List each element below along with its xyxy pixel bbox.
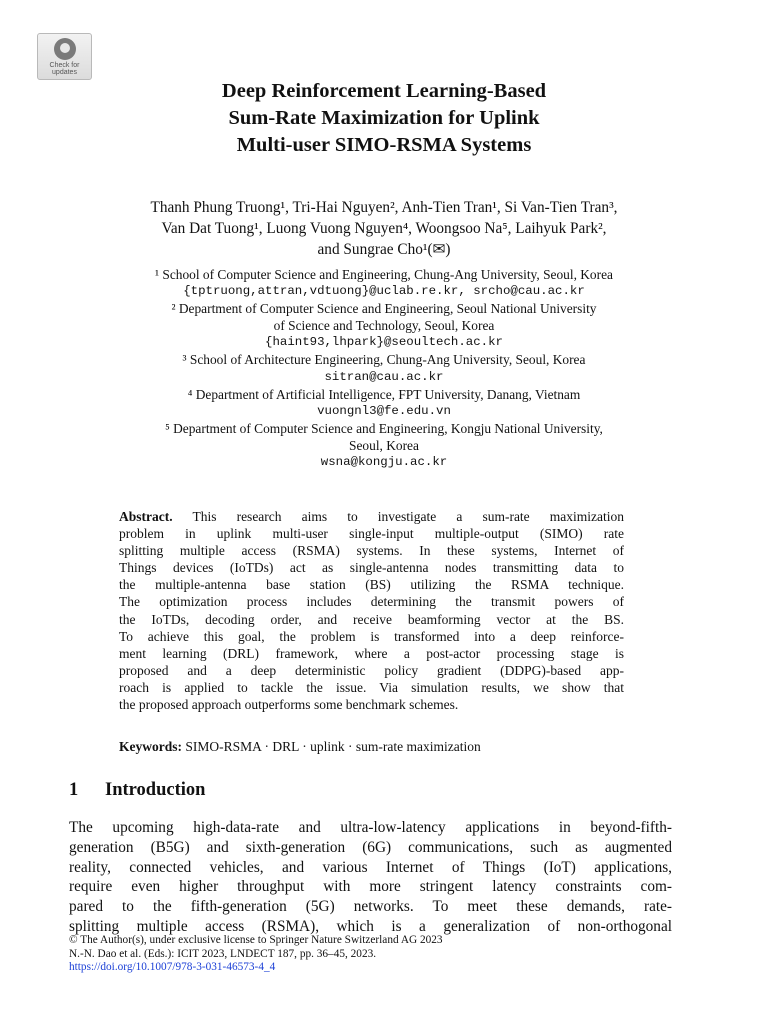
affiliation-2-cont: of Science and Technology, Seoul, Korea <box>273 318 495 334</box>
abstract-line: splitting multiple access (RSMA) systems. In these systems, Internet of <box>119 543 624 559</box>
doi-link[interactable]: https://doi.org/10.1007/978-3-031-46573-4_4 <box>69 961 276 973</box>
author-line: Van Dat Tuong¹, Luong Vuong Nguyen⁴, Woongsoo Na⁵, Laihyuk Park², <box>161 220 607 237</box>
introduction-paragraph <box>69 818 672 937</box>
affiliation-5-email[interactable]: wsna@kongju.ac.kr <box>320 455 448 470</box>
abstract-line: proposed and a deep deterministic policy gradient (DDPG)-based app- <box>119 662 624 678</box>
intro-line: splitting multiple access (RSMA), which is a generalization of non-orthogonal <box>69 917 672 935</box>
title-line: Sum-Rate Maximization for Uplink <box>228 107 540 129</box>
abstract-line: the multiple-antenna base station (BS) utilizing the RSMA technique. <box>119 577 624 593</box>
affiliation-4-email[interactable]: vuongnl3@fe.edu.vn <box>317 403 451 418</box>
affiliation-1: ¹ School of Computer Science and Engineering, Chung-Ang University, Seoul, Korea <box>155 267 613 282</box>
affiliation-1-email[interactable]: {tptruong,attran,vdtuong}@uclab.re.kr, srcho@cau.ac.kr <box>183 284 585 299</box>
intro-line: reality, connected vehicles, and various Internet of Things (IoT) applications, <box>69 858 672 876</box>
title-line: Deep Reinforcement Learning-Based <box>221 80 547 102</box>
title-line: Multi-user SIMO-RSMA Systems <box>236 134 532 156</box>
abstract <box>119 508 624 713</box>
citation-info: N.-N. Dao et al. (Eds.): ICIT 2023, LNDECT 187, pp. 36–45, 2023. <box>69 947 377 960</box>
section-heading <box>69 780 205 801</box>
update-icon <box>54 38 76 60</box>
affiliation-3: ³ School of Architecture Engineering, Chung-Ang University, Seoul, Korea <box>182 352 586 368</box>
copyright-notice: © The Author(s), under exclusive license to Springer Nature Switzerland AG 2023 <box>69 934 443 946</box>
paper-title <box>0 78 768 159</box>
author-line: Thanh Phung Truong¹, Tri-Hai Nguyen², Anh-Tien Tran¹, Si Van-Tien Tran³, <box>150 199 618 216</box>
affiliation-4: ⁴ Department of Artificial Intelligence, FPT University, Danang, Vietnam <box>187 386 581 402</box>
abstract-line: problem in uplink multi-user single-input multiple-output (SIMO) rate <box>119 526 624 542</box>
intro-line: generation (B5G) and sixth-generation (6G) communications, such as augmented <box>69 838 672 856</box>
abstract-line: the proposed approach outperforms some benchmark schemes. <box>119 697 459 713</box>
footer-notes <box>69 934 689 975</box>
abstract-label: Abstract. <box>119 509 173 524</box>
affiliation-2: ² Department of Computer Science and Engineering, Seoul National University <box>171 301 597 317</box>
check-for-updates-badge[interactable] <box>37 33 92 80</box>
badge-label: Check for updates <box>49 62 80 76</box>
abstract-line: Things devices (IoTDs) act as single-antenna nodes transmitting data to <box>119 560 624 576</box>
abstract-line: roach is applied to tackle the issue. Via simulation results, we show that <box>119 679 624 695</box>
abstract-line: the IoTDs, decoding order, and receive beamforming vector at the BS. <box>119 611 624 627</box>
intro-line: The upcoming high-data-rate and ultra-low-latency applications in beyond-fifth- <box>69 819 672 836</box>
keywords <box>119 738 639 755</box>
abstract-line: To achieve this goal, the problem is transformed into a deep reinforce- <box>119 628 624 644</box>
affiliation-2-email[interactable]: {haint93,lhpark}@seoultech.ac.kr <box>265 335 503 350</box>
affiliations <box>0 266 768 471</box>
affiliation-5-cont: Seoul, Korea <box>349 437 419 453</box>
keywords-text: SIMO-RSMA · DRL · uplink · sum-rate maximization <box>185 739 481 754</box>
section-number: 1 <box>69 780 79 800</box>
affiliation-3-email[interactable]: sitran@cau.ac.kr <box>324 369 444 384</box>
keywords-label: Keywords: <box>119 739 182 754</box>
section-title: Introduction <box>105 780 206 800</box>
author-list <box>0 197 768 260</box>
abstract-line: The optimization process includes determining the transmit powers of <box>119 594 624 610</box>
intro-line: require even higher throughput with more stringent latency constraints com- <box>69 878 672 896</box>
author-line: and Sungrae Cho¹(✉) <box>317 241 451 258</box>
abstract-line: ment learning (DRL) framework, where a post-actor processing stage is <box>119 645 624 661</box>
abstract-line: Abstract. This research aims to investigate a sum-rate maximization <box>119 509 624 524</box>
affiliation-5: ⁵ Department of Computer Science and Engineering, Kongju National University, <box>165 420 603 436</box>
intro-line: pared to the fifth-generation (5G) networks. To meet these demands, rate- <box>69 898 672 916</box>
